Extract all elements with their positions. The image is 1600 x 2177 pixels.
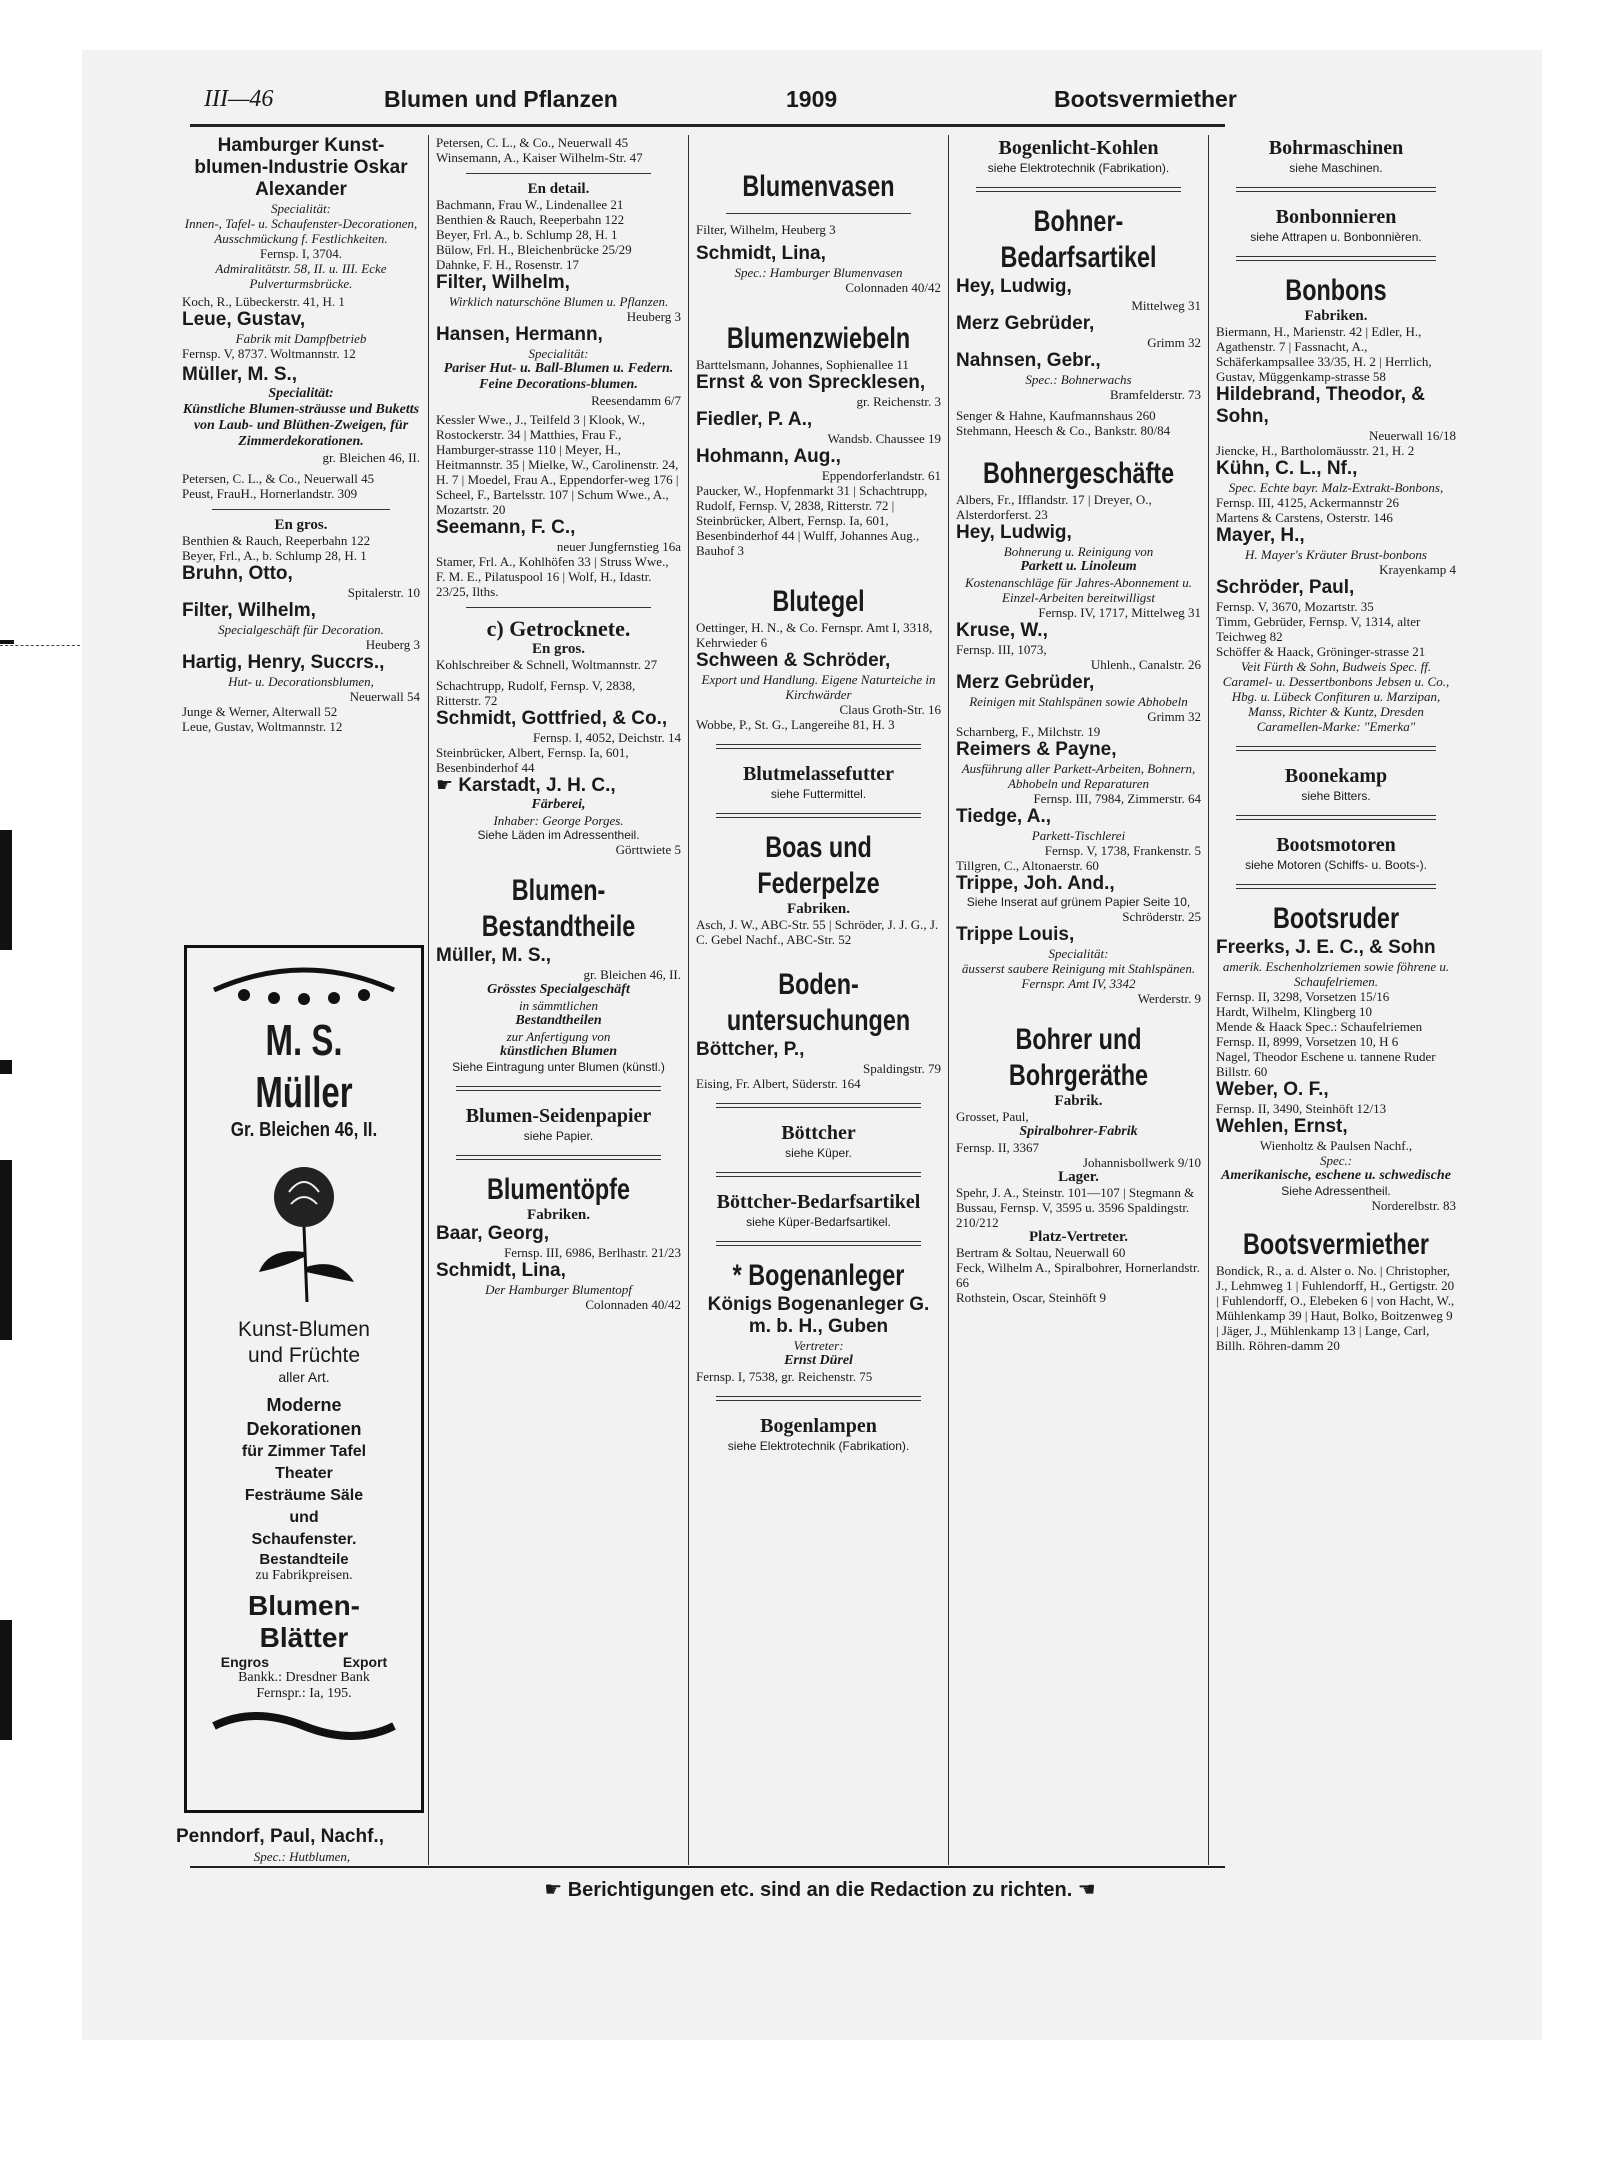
entry-name: Trippe, Joh. And., xyxy=(956,873,1115,894)
entry-line: in sämmtlichen xyxy=(518,998,599,1013)
entry-line: Specialität: xyxy=(1048,946,1109,961)
ad-line: Blumen-Blätter xyxy=(248,1590,360,1653)
entry-line: Parkett-Tischlerei xyxy=(1031,828,1126,843)
entry-list: Stamer, Frl. A., Kohlhöfen 33 | Struss Wwe., F. M. E., Pilatuspool 16 | Wolf, H., Idastr. 23/25, Ilths. xyxy=(436,554,669,599)
entry-line: künstlichen Blumen xyxy=(499,1044,618,1059)
divider xyxy=(1236,746,1436,751)
entry-line: Schröderstr. 25 xyxy=(1122,909,1201,924)
entry-line: gr. Bleichen 46, II. xyxy=(583,967,681,982)
entry-name: Baar, Georg, xyxy=(436,1223,549,1244)
entry-line: Bülow, Frl. H., Bleichenbrücke 25/29 xyxy=(436,242,632,257)
margin-stamp xyxy=(0,640,14,1740)
divider xyxy=(1236,187,1436,192)
entry-line: Petersen, C. L., & Co., Neuerwall 45 xyxy=(182,471,375,486)
entry-line: Inhaber: George Porges. xyxy=(493,813,624,828)
divider xyxy=(1236,256,1436,261)
entry-line: gr. Bleichen 46, II. xyxy=(322,450,420,465)
see-also: siehe Papier. xyxy=(523,1129,594,1143)
entry-name: Königs Bogenanleger G. m. b. H., Guben xyxy=(707,1294,930,1337)
entry-line: Fernsp. II, 3298, Vorsetzen 15/16 xyxy=(1216,989,1390,1004)
entry-name: Schmidt, Gottfried, & Co., xyxy=(436,708,668,729)
entry-line: Colonnaden 40/42 xyxy=(845,280,941,295)
entry-list: Paucker, W., Hopfenmarkt 31 | Schachtrupp, Rudolf, Fernsp. V, 2838, Ritterstr. 72 | Steinbrücker, Albert, Fernsp. Ia, 601, Besenbinderhof 44 | Wulff, Johannes Aug., Bauhof 3 xyxy=(696,483,928,558)
entry-line: Uhlenh., Canalstr. 26 xyxy=(1090,657,1201,672)
ad-line: Kunst-Blumen und Früchte xyxy=(238,1318,370,1367)
entry-line: Spec.: Hutblumen, xyxy=(253,1849,351,1864)
entry-line: Siehe Inserat auf grünem Papier Seite 10, xyxy=(966,895,1191,909)
entry-name: Filter, Wilhelm, xyxy=(436,272,570,293)
entry-line: Barttelsmann, Johannes, Sophienallee 11 xyxy=(696,357,909,372)
ad-line: Bestandteile xyxy=(259,1551,349,1568)
rose-icon xyxy=(229,1152,379,1302)
entry-line: Fernsp. III, 7984, Zimmerstr. 64 xyxy=(1033,791,1201,806)
see-also: siehe Futtermittel. xyxy=(770,787,867,801)
subheading: Lager. xyxy=(1058,1169,1099,1185)
entry-line: amerik. Eschenholzriemen sowie föhrene u. Schaufelriemen. xyxy=(1222,959,1450,989)
ad-line: Fernspr.: Ia, 195. xyxy=(256,1686,352,1701)
entry-name: Mayer, H., xyxy=(1216,525,1305,546)
entry-line: Spec.: Bohnerwachs xyxy=(1025,372,1132,387)
entry-line: Grösstes Specialgeschäft xyxy=(487,982,630,997)
entry-name: Hey, Ludwig, xyxy=(956,522,1072,543)
entry-line: Specialität: xyxy=(528,346,589,361)
entry-line: Siehe Adressentheil. xyxy=(1281,1184,1391,1198)
entry-line: Eising, Fr. Albert, Süderstr. 164 xyxy=(696,1076,861,1091)
entry-line: Grosset, Paul, xyxy=(956,1109,1029,1124)
left-dashes xyxy=(0,645,80,646)
entry-name: Schween & Schröder, xyxy=(696,650,891,671)
entry-line: H. Mayer's Kräuter Brust-bonbons xyxy=(1245,547,1427,562)
entry-line: Mittelweg 31 xyxy=(1131,298,1201,313)
entry-name: Karstadt, J. H. C., xyxy=(458,775,616,796)
divider xyxy=(716,1241,921,1246)
entry-line: Görttwiete 5 xyxy=(615,842,681,857)
subheading: Fabrik. xyxy=(1054,1093,1103,1109)
entry-line: Peust, FrauH., Hornerlandstr. 309 xyxy=(182,486,358,501)
subheading: Platz-Vertreter. xyxy=(1029,1229,1128,1245)
entry-line: Reesendamm 6/7 xyxy=(591,393,681,408)
column-2 xyxy=(436,135,681,1865)
ad-line: Engros Export xyxy=(220,1654,388,1670)
entry-line: Wirklich naturschöne Blumen u. Pflanzen. xyxy=(448,294,669,309)
entry-line: Specialität: xyxy=(271,201,331,216)
entry-line: Rothstein, Oscar, Steinhöft 9 xyxy=(956,1290,1107,1305)
entry-name-karstadt xyxy=(436,775,681,797)
entry-list: Biermann, H., Marienstr. 42 | Edler, H., Agathenstr. 7 | Fassnacht, A., Schäferkampsallee 33/35, H. 2 | Herrlich, Gustav, Müggenkamp-strasse 58 xyxy=(1216,324,1432,384)
entry-name: Trippe Louis, xyxy=(956,924,1075,945)
ad-line: für Zimmer Tafel Theater Festräume Säle und Schaufenster. xyxy=(241,1443,367,1548)
entry-line: Admiralitätstr. 58, II. u. III. Ecke Pulverturmsbrücke. xyxy=(215,261,387,291)
see-also: siehe Bitters. xyxy=(1301,789,1371,803)
entry-line: Neuerwall 16/18 xyxy=(1368,428,1456,443)
entry-name: Fiedler, P. A., xyxy=(696,409,813,430)
footer-text: Berichtigungen etc. sind an die Redaction zu richten. xyxy=(567,1879,1073,1901)
entry-line: Hardt, Wilhelm, Klingberg 10 xyxy=(1216,1004,1373,1019)
entry-line: neuer Jungfernstieg 16a xyxy=(556,539,681,554)
divider xyxy=(1236,884,1436,889)
section-heading: Bonbons xyxy=(1285,274,1387,307)
subheading: Fabriken. xyxy=(1304,308,1368,324)
divider xyxy=(456,1086,661,1091)
entry-list: Kessler Wwe., J., Teilfeld 3 | Klook, W., Rostockerstr. 34 | Matthies, Frau F., Hamburger-strasse 110 | Meyer, H., Heitmannstr. 35 | Mielke, W., Carolinenstr. 24, H. 7 | Moedel, Frau A., Eppendorfer-weg 176 | Scheel, F., Bartelsstr. 107 | Schum Wwe., A., Mozartstr. 20 xyxy=(436,412,679,517)
entry-list: Albers, Fr., Ifflandstr. 17 | Dreyer, O., Alsterdorferst. 23 xyxy=(956,492,1152,522)
divider xyxy=(466,607,651,608)
entry-name: Hansen, Hermann, xyxy=(436,324,603,345)
entry-list: Bondick, R., a. d. Alster o. No. | Christopher, J., Lehmweg 1 | Fuhlendorff, H., Gertigstr. 20 | Fuhlendorff, O., Elebeken 6 | von Hacht, W., Mühlenkamp 39 | Haut, Bolko, Boitzenweg 9 | Jäger, J., Mühlenkamp 13 | Lange, Carl, Billh. Röhren-damm 20 xyxy=(1216,1263,1455,1353)
entry-list: Veit Fürth & Sohn, Budweis Spec. ff. Caramel- u. Dessertbonbons Jebsen u. Co., Hbg. u. Lübeck Confituren u. Marzipan, Manss, Richter & Kuntz, Dresden Caramellen-Marke: "Emerka" xyxy=(1222,659,1450,734)
entry-line: Kostenanschläge für Jahres-Abonnement u. Einzel-Arbeiten bereitwilligst xyxy=(965,575,1192,605)
entry-line: Fernsp. IV, 1717, Mittelweg 31 xyxy=(1038,605,1201,620)
entry-line: Der Hamburger Blumentopf xyxy=(485,1282,632,1297)
entry-line: Ernst Dürel xyxy=(784,1353,853,1368)
column-rule xyxy=(1208,135,1209,1865)
ornament-icon xyxy=(204,1706,404,1746)
entry-line: Fernspr. Amt IV, 3342 xyxy=(1021,976,1136,991)
column-4 xyxy=(956,135,1201,1865)
column-3 xyxy=(696,135,941,1865)
entry-line: Hut- u. Decorationsblumen, xyxy=(228,674,374,689)
entry-line: Senger & Hahne, Kaufmannshaus 260 xyxy=(956,408,1156,423)
section-heading: Bogenlampen xyxy=(760,1415,877,1437)
pointing-hand-icon: ☚ xyxy=(1072,1879,1096,1901)
header-rule xyxy=(190,124,1225,127)
entry-name: Müller, M. S., xyxy=(182,364,298,385)
section-right: Bootsvermiether xyxy=(1054,86,1237,112)
entry-line: Beyer, Frl. A., b. Schlump 28, H. 1 xyxy=(436,227,618,242)
section-heading: Blumenvasen xyxy=(742,170,895,203)
entry-line: Specialität: xyxy=(268,386,334,401)
entry-list: Nagel, Theodor Eschene u. tannene Ruder Billstr. 60 xyxy=(1216,1049,1436,1079)
advertisement-box xyxy=(184,945,424,1813)
entry-line: Claus Groth-Str. 16 xyxy=(839,702,941,717)
entry-line: Spaldingstr. 79 xyxy=(862,1061,941,1076)
entry-line: Siehe Eintragung unter Blumen (künstl.) xyxy=(452,1060,665,1074)
entry-name: Böttcher, P., xyxy=(696,1039,805,1060)
entry-line: Bertram & Soltau, Neuerwall 60 xyxy=(956,1245,1126,1260)
entry-line: Fernsp. V, 8737. Woltmannstr. 12 xyxy=(182,346,356,361)
entry-line: Fernsp. III, 4125, Ackermannstr 26 xyxy=(1216,495,1400,510)
entry-name: Filter, Wilhelm, xyxy=(182,600,316,621)
section-heading: Bohrmaschinen xyxy=(1268,137,1404,159)
entry-name: Merz Gebrüder, xyxy=(956,672,1095,693)
entry-name: Freerks, J. E. C., & Sohn xyxy=(1216,937,1436,958)
divider xyxy=(466,173,651,174)
entry-line: Ausführung aller Parkett-Arbeiten, Bohnern, Abhobeln und Reparaturen xyxy=(961,761,1196,791)
divider xyxy=(716,1103,921,1108)
entry-line: Export und Handlung. Eigene Naturteiche in Kirchwärder xyxy=(701,672,936,702)
entry-line: Pariser Hut- u. Ball-Blumen u. Federn. Feine Decorations-blumen. xyxy=(443,361,674,392)
entry-line: Stehmann, Heesch & Co., Bankstr. 80/84 xyxy=(956,423,1171,438)
entry-line: Colonnaden 40/42 xyxy=(585,1297,681,1312)
divider xyxy=(716,744,921,749)
see-also: siehe Küper-Bedarfsartikel. xyxy=(746,1215,891,1229)
see-also: siehe Elektrotechnik (Fabrikation). xyxy=(727,1439,910,1453)
page-number: III—46 xyxy=(204,86,274,112)
section-left: Blumen und Pflanzen xyxy=(384,86,618,112)
divider xyxy=(716,1396,921,1401)
column-5 xyxy=(1216,135,1456,1865)
entry-line: zur Anfertigung von xyxy=(506,1029,611,1044)
entry-name: Hohmann, Aug., xyxy=(696,446,841,467)
entry-name: Schmidt, Lina, xyxy=(696,243,826,264)
entry-line: Norderelbstr. 83 xyxy=(1371,1198,1456,1213)
entry-name: Hamburger Kunst-blumen-Industrie Oskar Alexander xyxy=(194,135,408,200)
entry-line: Spiralbohrer-Fabrik xyxy=(1019,1124,1138,1139)
entry-list: Spehr, J. A., Steinstr. 101—107 | Stegmann & Bussau, Fernsp. V, 3595 u. 3596 Spaldingstr. 210/212 xyxy=(956,1185,1195,1230)
section-heading: Boas und Federpelze xyxy=(757,831,880,900)
entry-line: Koch, R., Lübeckerstr. 41, H. 1 xyxy=(182,294,345,309)
entry-line: Fernsp. III, 6986, Berlhastr. 21/23 xyxy=(504,1245,681,1260)
entry-line: Fernsp. I, 3704. xyxy=(260,246,342,261)
entry-line: Künstliche Blumen-sträusse und Buketts von Laub- und Blüthen-Zweigen, für Zimmerdekorationen. xyxy=(182,402,420,449)
section-heading: Bohrer und Bohrgeräthe xyxy=(1008,1023,1149,1092)
section-heading: Blumentöpfe xyxy=(486,1173,630,1206)
entry-line: Siehe Läden im Adressentheil. xyxy=(477,828,640,842)
ornament-icon xyxy=(204,960,404,1010)
divider xyxy=(976,187,1181,192)
column-rule xyxy=(688,135,689,1865)
entry-line: Oettinger, H. N., & Co. Fernspr. Amt I, 3318, Kehrwieder 6 xyxy=(696,620,933,650)
entry-line: Grimm 32 xyxy=(1147,335,1201,350)
entry-line: Werderstr. 9 xyxy=(1137,991,1201,1006)
entry-line: Wobbe, P., St. G., Langereihe 81, H. 3 xyxy=(696,717,895,732)
entry-line: Färberei, xyxy=(531,797,586,812)
pointing-hand-icon: ☛ xyxy=(436,775,459,796)
subheading: En detail. xyxy=(527,181,590,197)
section-heading: Boden-untersuchungen xyxy=(726,968,911,1037)
entry-line: Heuberg 3 xyxy=(626,309,681,324)
entry-name: Schmidt, Lina, xyxy=(436,1260,566,1281)
entry-name: Hartig, Henry, Succrs., xyxy=(182,652,385,673)
entry-line: Steinbrücker, Albert, Fernsp. Ia, 601, Besenbinderhof 44 xyxy=(436,745,629,775)
entry-line: Vertreter: xyxy=(793,1338,844,1353)
section-heading: Bootsruder xyxy=(1272,902,1400,935)
section-heading: Bootsvermiether xyxy=(1243,1228,1429,1261)
entry-name: Tiedge, A., xyxy=(956,806,1052,827)
entry-line: Wienholtz & Paulsen Nachf., xyxy=(1259,1138,1413,1153)
column-1 xyxy=(182,135,420,940)
divider xyxy=(716,1172,921,1177)
ad-address: Gr. Bleichen 46, II. xyxy=(230,1119,378,1141)
pointing-hand-icon: ☛ xyxy=(544,1879,568,1901)
entry-name: Wehlen, Ernst, xyxy=(1216,1116,1348,1137)
entry-name: Seemann, F. C., xyxy=(436,517,576,538)
entry-name: Nahnsen, Gebr., xyxy=(956,350,1101,371)
entry-line: Fernsp. V, 3670, Mozartstr. 35 xyxy=(1216,599,1374,614)
entry-line: Beyer, Frl., A., b. Schlump 28, H. 1 xyxy=(182,548,367,563)
entry-name: Hey, Ludwig, xyxy=(956,276,1072,297)
entry-line: Filter, Wilhelm, Heuberg 3 xyxy=(696,222,836,237)
entry-line: Spec.: xyxy=(1319,1153,1353,1168)
section-heading: Bogenlicht-Kohlen xyxy=(998,137,1159,159)
divider xyxy=(716,813,921,818)
section-heading: Bonbonnieren xyxy=(1275,206,1397,228)
see-also: siehe Attrapen u. Bonbonnièren. xyxy=(1250,230,1422,244)
entry-line: Spitalerstr. 10 xyxy=(347,585,420,600)
entry-line: Grimm 32 xyxy=(1147,709,1201,724)
entry-line: Schachtrupp, Rudolf, Fernsp. V, 2838, Ritterstr. 72 xyxy=(436,678,636,708)
entry-line: Heuberg 3 xyxy=(365,637,420,652)
ad-line: aller Art. xyxy=(278,1369,330,1385)
entry-line: Bestandtheilen xyxy=(515,1013,602,1028)
section-heading: Blumenzwiebeln xyxy=(726,322,911,355)
entry-line: Bohnerung u. Reinigung von xyxy=(1003,544,1154,559)
entry-line: Eppendorferlandstr. 61 xyxy=(821,468,941,483)
ad-line: Bankk.: Dresdner Bank xyxy=(238,1670,370,1685)
entry-name: Reimers & Payne, xyxy=(956,739,1117,760)
entry-line: Jiencke, H., Bartholomäusstr. 21, H. 2 xyxy=(1216,443,1415,458)
entry-name: Kruse, W., xyxy=(956,620,1048,641)
entry-line: Reinigen mit Stahlspänen sowie Abhobeln xyxy=(969,694,1188,709)
see-also: siehe Maschinen. xyxy=(1289,161,1383,175)
entry-line: Johannisbollwerk 9/10 xyxy=(1082,1155,1201,1170)
ad-line: zu Fabrikpreisen. xyxy=(255,1568,353,1583)
entry-line: Innen-, Tafel- u. Schaufenster-Decorationen, Ausschmückung f. Festlichkeiten. xyxy=(184,216,418,246)
entry-line: Benthien & Rauch, Reeperbahn 122 xyxy=(182,533,371,548)
entry-name: Leue, Gustav, xyxy=(182,309,306,330)
entry-line: Spec. Echte bayr. Malz-Extrakt-Bonbons, xyxy=(1228,480,1444,495)
section-heading: Bohner-Bedarfsartikel xyxy=(1000,205,1157,274)
entry-line: äusserst saubere Reinigung mit Stahlspänen. xyxy=(961,961,1196,976)
entry-line: Junge & Werner, Alterwall 52 xyxy=(182,704,338,719)
entry-line: Amerikanische, eschene u. schwedische xyxy=(1221,1168,1451,1183)
entry-line: Specialgeschäft für Decoration. xyxy=(218,622,384,637)
entry-name: Müller, M. S., xyxy=(436,945,552,966)
column-rule xyxy=(428,135,429,1865)
entry-line: Kohlschreiber & Schnell, Woltmannstr. 27 xyxy=(436,657,658,672)
footer-note xyxy=(440,1877,1200,1902)
entry-name: Weber, O. F., xyxy=(1216,1079,1329,1100)
entry-line: Fernsp. V, 1738, Frankenstr. 5 xyxy=(1044,843,1201,858)
entry-line: Fernsp. II, 3490, Steinhöft 12/13 xyxy=(1216,1101,1387,1116)
entry-line: Fernsp. II, 3367 xyxy=(956,1140,1040,1155)
entry-line: Schöffer & Haack, Gröninger-strasse 21 xyxy=(1216,644,1426,659)
entry-line: Timm, Gebrüder, Fernsp. V, 1314, alter Teichweg 82 xyxy=(1216,614,1421,644)
section-heading: Blutegel xyxy=(772,585,865,618)
entry-line: Neuerwall 54 xyxy=(349,689,420,704)
divider xyxy=(726,213,911,214)
entry-name: Merz Gebrüder, xyxy=(956,313,1095,334)
section-heading: Bohnergeschäfte xyxy=(982,457,1175,490)
entry-list: Asch, J. W., ABC-Str. 55 | Schröder, J. J. G., J. C. Gebel Nachf., ABC-Str. 52 xyxy=(696,917,939,947)
entry-line: Dahnke, F. H., Rosenstr. 17 xyxy=(436,257,580,272)
entry-line: Fabrik mit Dampfbetrieb xyxy=(235,331,367,346)
entry-line: Scharnberg, F., Milchstr. 19 xyxy=(956,724,1101,739)
entry-line: Martens & Carstens, Osterstr. 146 xyxy=(1216,510,1393,525)
entry-line: gr. Reichenstr. 3 xyxy=(856,394,941,409)
year: 1909 xyxy=(786,86,838,112)
see-also: siehe Küper. xyxy=(785,1146,852,1160)
entry-line: Wandsb. Chaussee 19 xyxy=(827,431,941,446)
section-heading: Böttcher-Bedarfsartikel xyxy=(716,1191,921,1213)
section-heading: Boonekamp xyxy=(1284,765,1388,787)
entry-line: Winsemann, A., Kaiser Wilhelm-Str. 47 xyxy=(436,150,643,165)
entry-line: Spec.: Hamburger Blumenvasen xyxy=(734,265,903,280)
entry-name: Ernst & von Sprecklesen, xyxy=(696,372,926,393)
subheading: En gros. xyxy=(274,517,328,533)
entry-name: Schröder, Paul, xyxy=(1216,577,1355,598)
ad-title: M. S. Müller xyxy=(255,1016,353,1117)
entry-line: Benthien & Rauch, Reeperbahn 122 xyxy=(436,212,625,227)
penndorf-details xyxy=(182,1849,422,1864)
entry-name: Bruhn, Otto, xyxy=(182,563,293,584)
entry-line: Bachmann, Frau W., Lindenallee 21 xyxy=(436,197,624,212)
subheading: Fabriken. xyxy=(787,901,850,917)
ad-line: Moderne Dekorationen xyxy=(246,1395,362,1439)
section-heading: Blutmelassefutter xyxy=(742,763,895,785)
section-heading: Böttcher xyxy=(781,1122,856,1144)
entry-line: Parkett u. Linoleum xyxy=(1020,559,1137,574)
entry-line: Krayenkamp 4 xyxy=(1379,562,1456,577)
entry-line: Fernsp. III, 1073, xyxy=(956,642,1047,657)
divider xyxy=(1236,815,1436,820)
footer-rule xyxy=(190,1866,1225,1868)
divider xyxy=(212,509,390,510)
section-heading: c) Getrocknete. xyxy=(486,616,631,641)
column-rule xyxy=(948,135,949,1865)
divider xyxy=(456,1155,661,1160)
entry-line: Fernsp. I, 7538, gr. Reichenstr. 75 xyxy=(696,1369,873,1384)
entry-line: Fernsp. I, 4052, Deichstr. 14 xyxy=(532,730,681,745)
section-heading: Blumen-Bestandtheile xyxy=(481,874,636,943)
entry-name: Penndorf, Paul, Nachf., xyxy=(176,1826,384,1847)
see-also: siehe Elektrotechnik (Fabrikation). xyxy=(987,161,1170,175)
entry-name: Hildebrand, Theodor, & Sohn, xyxy=(1216,384,1426,427)
entry-line: Leue, Gustav, Woltmannstr. 12 xyxy=(182,719,343,734)
subheading: Fabriken. xyxy=(527,1207,590,1223)
page-header xyxy=(204,86,1237,120)
subheading: En gros. xyxy=(531,641,586,657)
entry-line: Feck, Wilhelm A., Spiralbohrer, Hornerlandstr. 66 xyxy=(956,1260,1200,1290)
section-heading: Blumen-Seidenpapier xyxy=(465,1105,652,1127)
entry-line: Petersen, C. L., & Co., Neuerwall 45 xyxy=(436,135,629,150)
section-heading: * Bogenanleger xyxy=(732,1259,905,1292)
entry-line: Bramfelderstr. 73 xyxy=(1110,387,1201,402)
entry-line: Tillgren, C., Altonaerstr. 60 xyxy=(956,858,1099,873)
section-heading: Bootsmotoren xyxy=(1276,834,1396,856)
entry-name: Kühn, C. L., Nf., xyxy=(1216,458,1358,479)
entry-list: Mende & Haack Spec.: Schaufelriemen Fernsp. II, 8999, Vorsetzen 10, H 6 xyxy=(1216,1019,1423,1049)
see-also: siehe Motoren (Schiffs- u. Boots-). xyxy=(1245,858,1427,872)
